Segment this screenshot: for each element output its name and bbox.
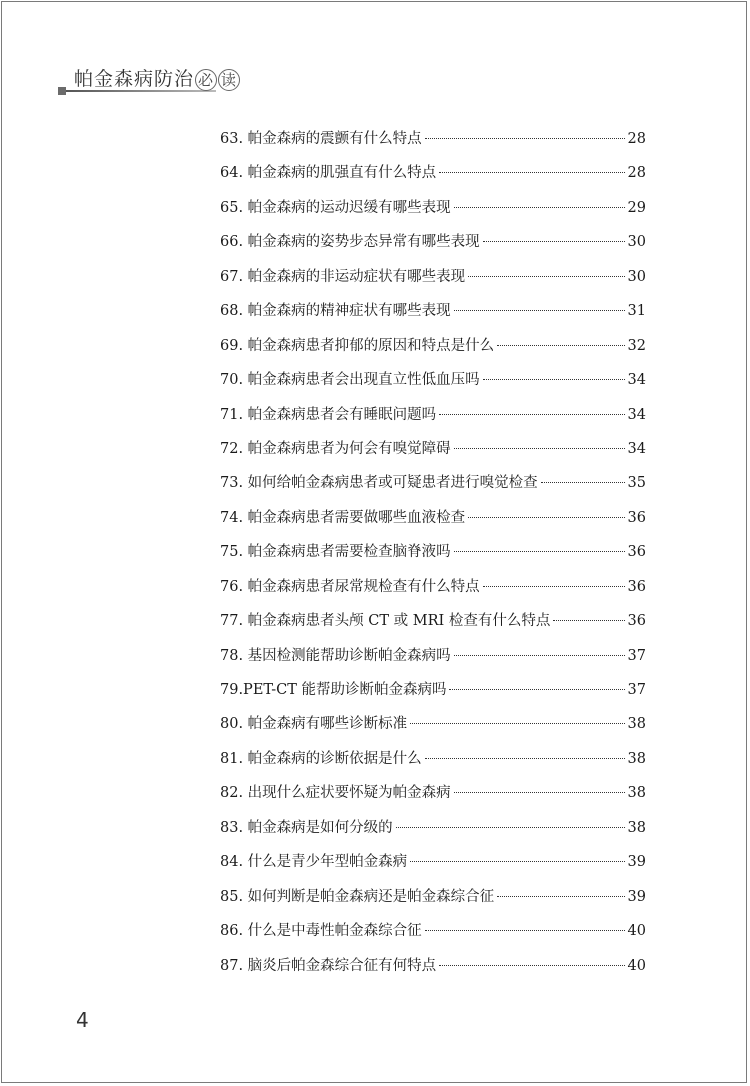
toc-entry-title: 79.PET-CT 能帮助诊断帕金森病吗 <box>220 682 447 698</box>
toc-dot-leader <box>553 620 624 621</box>
toc-entry-page: 37 <box>627 682 646 698</box>
toc-entry-page: 36 <box>627 613 646 630</box>
toc-entry-title: 80. 帕金森病有哪些诊断标准 <box>220 716 408 733</box>
toc-entry[interactable] <box>220 260 646 294</box>
toc-entry-title: 64. 帕金森病的肌强直有什么特点 <box>220 165 437 182</box>
toc-entry-page: 29 <box>627 199 646 216</box>
toc-entry-page: 38 <box>627 750 646 767</box>
toc-entry-title: 84. 什么是青少年型帕金森病 <box>220 854 408 871</box>
toc-entry[interactable] <box>220 156 646 190</box>
toc-entry[interactable] <box>220 742 646 776</box>
toc-entry-title: 78. 基因检测能帮助诊断帕金森病吗 <box>220 647 451 664</box>
toc-dot-leader <box>425 138 625 139</box>
toc-entry-page: 28 <box>627 165 646 182</box>
page-number: 4 <box>76 1008 89 1032</box>
toc-entry-title: 73. 如何给帕金森病患者或可疑患者进行嗅觉检查 <box>220 475 538 492</box>
toc-entry[interactable] <box>220 604 646 638</box>
toc-entry-page: 40 <box>627 957 646 974</box>
toc-dot-leader <box>439 414 624 415</box>
toc-entry-page: 38 <box>627 785 646 802</box>
toc-entry[interactable] <box>220 122 646 156</box>
toc-entry-page: 39 <box>627 888 646 905</box>
book-title-main: 帕金森病防治 <box>74 68 195 90</box>
toc-dot-leader <box>497 896 624 897</box>
toc-entry-page: 34 <box>627 372 646 389</box>
toc-entry-title: 81. 帕金森病的诊断依据是什么 <box>220 750 422 767</box>
toc-entry-title: 85. 如何判断是帕金森病还是帕金森综合征 <box>220 888 495 905</box>
toc-dot-leader <box>410 723 624 724</box>
toc-entry-title: 83. 帕金森病是如何分级的 <box>220 819 393 836</box>
running-header <box>58 62 658 92</box>
book-title <box>74 64 240 91</box>
toc-dot-leader <box>454 655 625 656</box>
toc-entry[interactable] <box>220 707 646 741</box>
toc-entry[interactable] <box>220 432 646 466</box>
toc-entry[interactable] <box>220 914 646 948</box>
toc-entry-page: 34 <box>627 440 646 457</box>
toc-entry-page: 35 <box>627 475 646 492</box>
toc-entry-page: 31 <box>627 303 646 320</box>
toc-entry-page: 30 <box>627 268 646 285</box>
toc-entry[interactable] <box>220 225 646 259</box>
toc-entry-title: 74. 帕金森病患者需要做哪些血液检查 <box>220 509 466 526</box>
toc-entry-page: 40 <box>627 923 646 940</box>
toc-entry-title: 65. 帕金森病的运动迟缓有哪些表现 <box>220 199 451 216</box>
book-title-badge-char: 必 <box>195 69 217 91</box>
toc-entry-page: 39 <box>627 854 646 871</box>
toc-dot-leader <box>396 827 625 828</box>
toc-entry-title: 77. 帕金森病患者头颅 CT 或 MRI 检查有什么特点 <box>220 613 551 630</box>
toc-entry[interactable] <box>220 191 646 225</box>
table-of-contents <box>220 122 646 983</box>
toc-entry[interactable] <box>220 880 646 914</box>
toc-entry[interactable] <box>220 535 646 569</box>
toc-entry-page: 38 <box>627 716 646 733</box>
toc-entry[interactable] <box>220 398 646 432</box>
toc-entry-title: 87. 脑炎后帕金森综合征有何特点 <box>220 957 437 974</box>
toc-entry-title: 75. 帕金森病患者需要检查脑脊液吗 <box>220 544 451 561</box>
toc-dot-leader <box>454 310 625 311</box>
toc-entry-page: 34 <box>627 406 646 423</box>
toc-dot-leader <box>410 861 624 862</box>
toc-entry-title: 72. 帕金森病患者为何会有嗅觉障碍 <box>220 440 451 457</box>
toc-dot-leader <box>454 448 625 449</box>
toc-entry-title: 86. 什么是中毒性帕金森综合征 <box>220 923 422 940</box>
toc-dot-leader <box>483 379 625 380</box>
toc-dot-leader <box>454 551 625 552</box>
toc-entry[interactable] <box>220 845 646 879</box>
toc-entry-title: 70. 帕金森病患者会出现直立性低血压吗 <box>220 372 480 389</box>
toc-entry-title: 63. 帕金森病的震颤有什么特点 <box>220 131 422 147</box>
toc-dot-leader <box>425 758 625 759</box>
toc-entry-title: 68. 帕金森病的精神症状有哪些表现 <box>220 303 451 320</box>
toc-entry-title: 67. 帕金森病的非运动症状有哪些表现 <box>220 268 466 285</box>
toc-entry[interactable] <box>220 466 646 500</box>
toc-entry-page: 36 <box>627 544 646 561</box>
toc-dot-leader <box>439 965 624 966</box>
book-title-badge-char: 读 <box>218 69 240 91</box>
toc-dot-leader <box>483 241 625 242</box>
toc-entry[interactable] <box>220 329 646 363</box>
toc-dot-leader <box>468 276 624 277</box>
toc-dot-leader <box>454 792 625 793</box>
toc-entry-title: 69. 帕金森病患者抑郁的原因和特点是什么 <box>220 337 495 354</box>
toc-entry[interactable] <box>220 639 646 673</box>
toc-entry-page: 38 <box>627 819 646 836</box>
toc-entry[interactable] <box>220 363 646 397</box>
header-marker <box>58 87 66 95</box>
toc-entry[interactable] <box>220 673 646 707</box>
toc-entry-title: 82. 出现什么症状要怀疑为帕金森病 <box>220 785 451 802</box>
toc-entry-title: 71. 帕金森病患者会有睡眠问题吗 <box>220 406 437 423</box>
toc-entry-page: 30 <box>627 234 646 251</box>
toc-entry-title: 76. 帕金森病患者尿常规检查有什么特点 <box>220 578 480 595</box>
toc-entry-page: 36 <box>627 578 646 595</box>
toc-dot-leader <box>497 345 624 346</box>
toc-dot-leader <box>425 930 625 931</box>
toc-entry-page: 36 <box>627 509 646 526</box>
toc-entry[interactable] <box>220 294 646 328</box>
toc-entry-page: 32 <box>627 337 646 354</box>
toc-entry[interactable] <box>220 811 646 845</box>
toc-entry-page: 28 <box>627 131 646 147</box>
toc-entry[interactable] <box>220 501 646 535</box>
toc-dot-leader <box>541 482 625 483</box>
toc-dot-leader <box>439 172 624 173</box>
toc-dot-leader <box>468 517 624 518</box>
toc-entry-title: 66. 帕金森病的姿势步态异常有哪些表现 <box>220 234 480 251</box>
toc-dot-leader <box>449 689 624 690</box>
toc-entry-page: 37 <box>627 647 646 664</box>
toc-dot-leader <box>454 207 625 208</box>
toc-entry[interactable] <box>220 570 646 604</box>
book-title-badge <box>194 68 240 90</box>
toc-dot-leader <box>483 586 625 587</box>
toc-entry[interactable] <box>220 776 646 810</box>
toc-entry[interactable] <box>220 949 646 983</box>
